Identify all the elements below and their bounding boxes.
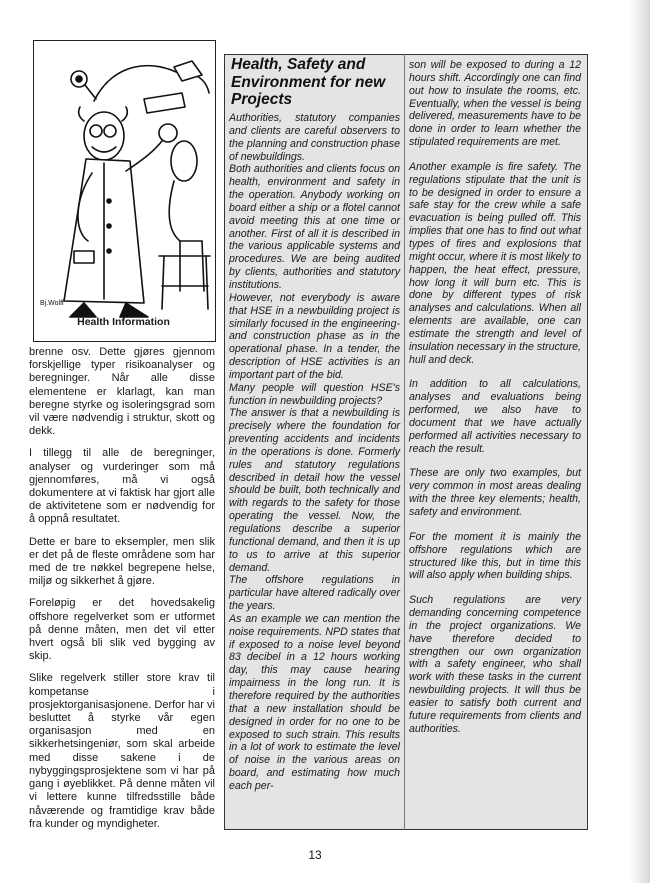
article-paragraph: The answer is that a newbuilding is precisely where the foundation for preventing accidents and incidents in the operations is done. Formerly rules and statutory regulations described in detail how the vessel should be built, both technically and with regards to the safety for those operating the vessel. Now, the regulations describe a superior functional demand, and then it is up to us to arrive at this superior demand. [229, 407, 400, 574]
article-paragraph: As an example we can mention the noise requirements. NPD states that if exposed to a noise level beyond 83 decibel in a 12 hours working day, this may cause hearing impairness in the long run. It is therefore required by the authorities that a new installation should be designed in order for no one to be exposed to such strain. This results in a lot of work to estimate the level of noise in the various areas on board, and estimating how much each per- [229, 612, 400, 792]
page-edge-shadow [628, 0, 650, 883]
article-paragraph: Another example is fire safety. The regulations stipulate that the unit is to be designed in order to ensure a safe stay for the crew while a safe evacuation is being pulled off. This implies that one has to find out what types of fires and explosions that might occur, where it is most likely to happen, the heat effect, pressure, how long it will burn etc. This is done by different types of risk analyses and calculations. When all elements are available, one can estimate the strength and level of insulation necessary in the structure, hull and deck. [409, 160, 581, 366]
article-paragraph: However, not everybody is aware that HSE in a newbuilding project is similarly focused in the engineering- and construction phase as in the operational phase. In a tender, the description of HSE activities is an important part of the bid. [229, 291, 400, 381]
doctor-cartoon-drawing [34, 41, 215, 341]
article-paragraph: Authorities, statutory companies and clients are careful observers to the planning and construction phase of newbuildings. [229, 112, 400, 163]
article-paragraph: These are only two examples, but very common in most areas dealing with the three key elements; health, safety and environment. [409, 467, 581, 518]
artist-signature: Bj.Wolff [40, 300, 64, 307]
article-paragraph: The offshore regulations in particular have altered radically over the years. [229, 574, 400, 613]
no-paragraph: brenne osv. Dette gjøres gjennom forskjellige typer risikoanalyser og beregninger. Når alle disse elementene er klarlagt, kan man beregne styrke og isoleringsgrad som vil være nødvendig i struktur, skott og dekk. [29, 346, 215, 438]
article-paragraph: Such regulations are very demanding concerning competence in the project organizations. We have therefore decided to strengthen our own organization with a safety engineer, who shall work with these tasks in the current newbuilding projects. It will thus be easier to satisfy both current and future requirements from clients and authorities. [409, 594, 581, 735]
article-paragraph: For the moment it is mainly the offshore regulations which are structured like this, but in time this will also apply when building ships. [409, 530, 581, 582]
article-paragraph: In addition to all calculations, analyses and evaluations being performed, we also have to document that we have actually performed all activities necessary to reach the result. [409, 378, 581, 455]
article-title: Health, Safety and Environment for new Projects [231, 56, 386, 108]
article-paragraph: son will be exposed to during a 12 hours shift. Accordingly one can find out how to insulate the rooms, etc. Eventually, when the vessel is being delivered, measurements have to be done in order to learn whether the stipulated requirements are met. [409, 59, 581, 149]
norwegian-text-column [29, 346, 215, 840]
article-right-column [409, 59, 581, 736]
page-number: 13 [308, 848, 322, 862]
no-paragraph: Foreløpig er det hovedsakelig offshore regelverket som er utformet på denne måten, men det vil etter hvert også bli slik ved bygging av skip. [29, 597, 215, 663]
column-divider [404, 54, 405, 830]
illustration-caption: Health Information [77, 316, 170, 328]
article-paragraph: Both authorities and clients focus on health, environment and safety in the operation. Anybody working on board either a ship or a flotel cannot avoid meeting this at one time or another. First of all it is described in the various applicable systems and procedures. We are being audited by clients, authorities and statutory institutions. [229, 163, 400, 291]
no-paragraph: I tillegg til alle de beregninger, analyser og vurderinger som må gjennomføres, må vi også dokumentere at vi faktisk har gjort alle de aktivitetene som er nødvendig for å oppnå resultatet. [29, 447, 215, 526]
article-paragraph: Many people will question HSE's function in newbuilding projects? [229, 381, 400, 407]
article-middle-column [229, 112, 400, 793]
no-paragraph: Slike regelverk stiller store krav til kompetanse i prosjektorganisasjonene. Derfor har vi besluttet å styrke vår egen organisasjon med en sikkerhetsingeniør, som skal arbeide med disse sakene i de nybyggingsprosjektene som vi har på gang i øyeblikket. På denne måten vil vi lettere kunne tilfredsstille både nåværende og framtidige krav både fra kunder og myndigheter. [29, 672, 215, 830]
cartoon-illustration [33, 40, 216, 342]
no-paragraph: Dette er bare to eksempler, men slik er det på de fleste områdene som har med de tre nøkkel begrepene helse, miljø og sikkerhet å gjøre. [29, 535, 215, 588]
